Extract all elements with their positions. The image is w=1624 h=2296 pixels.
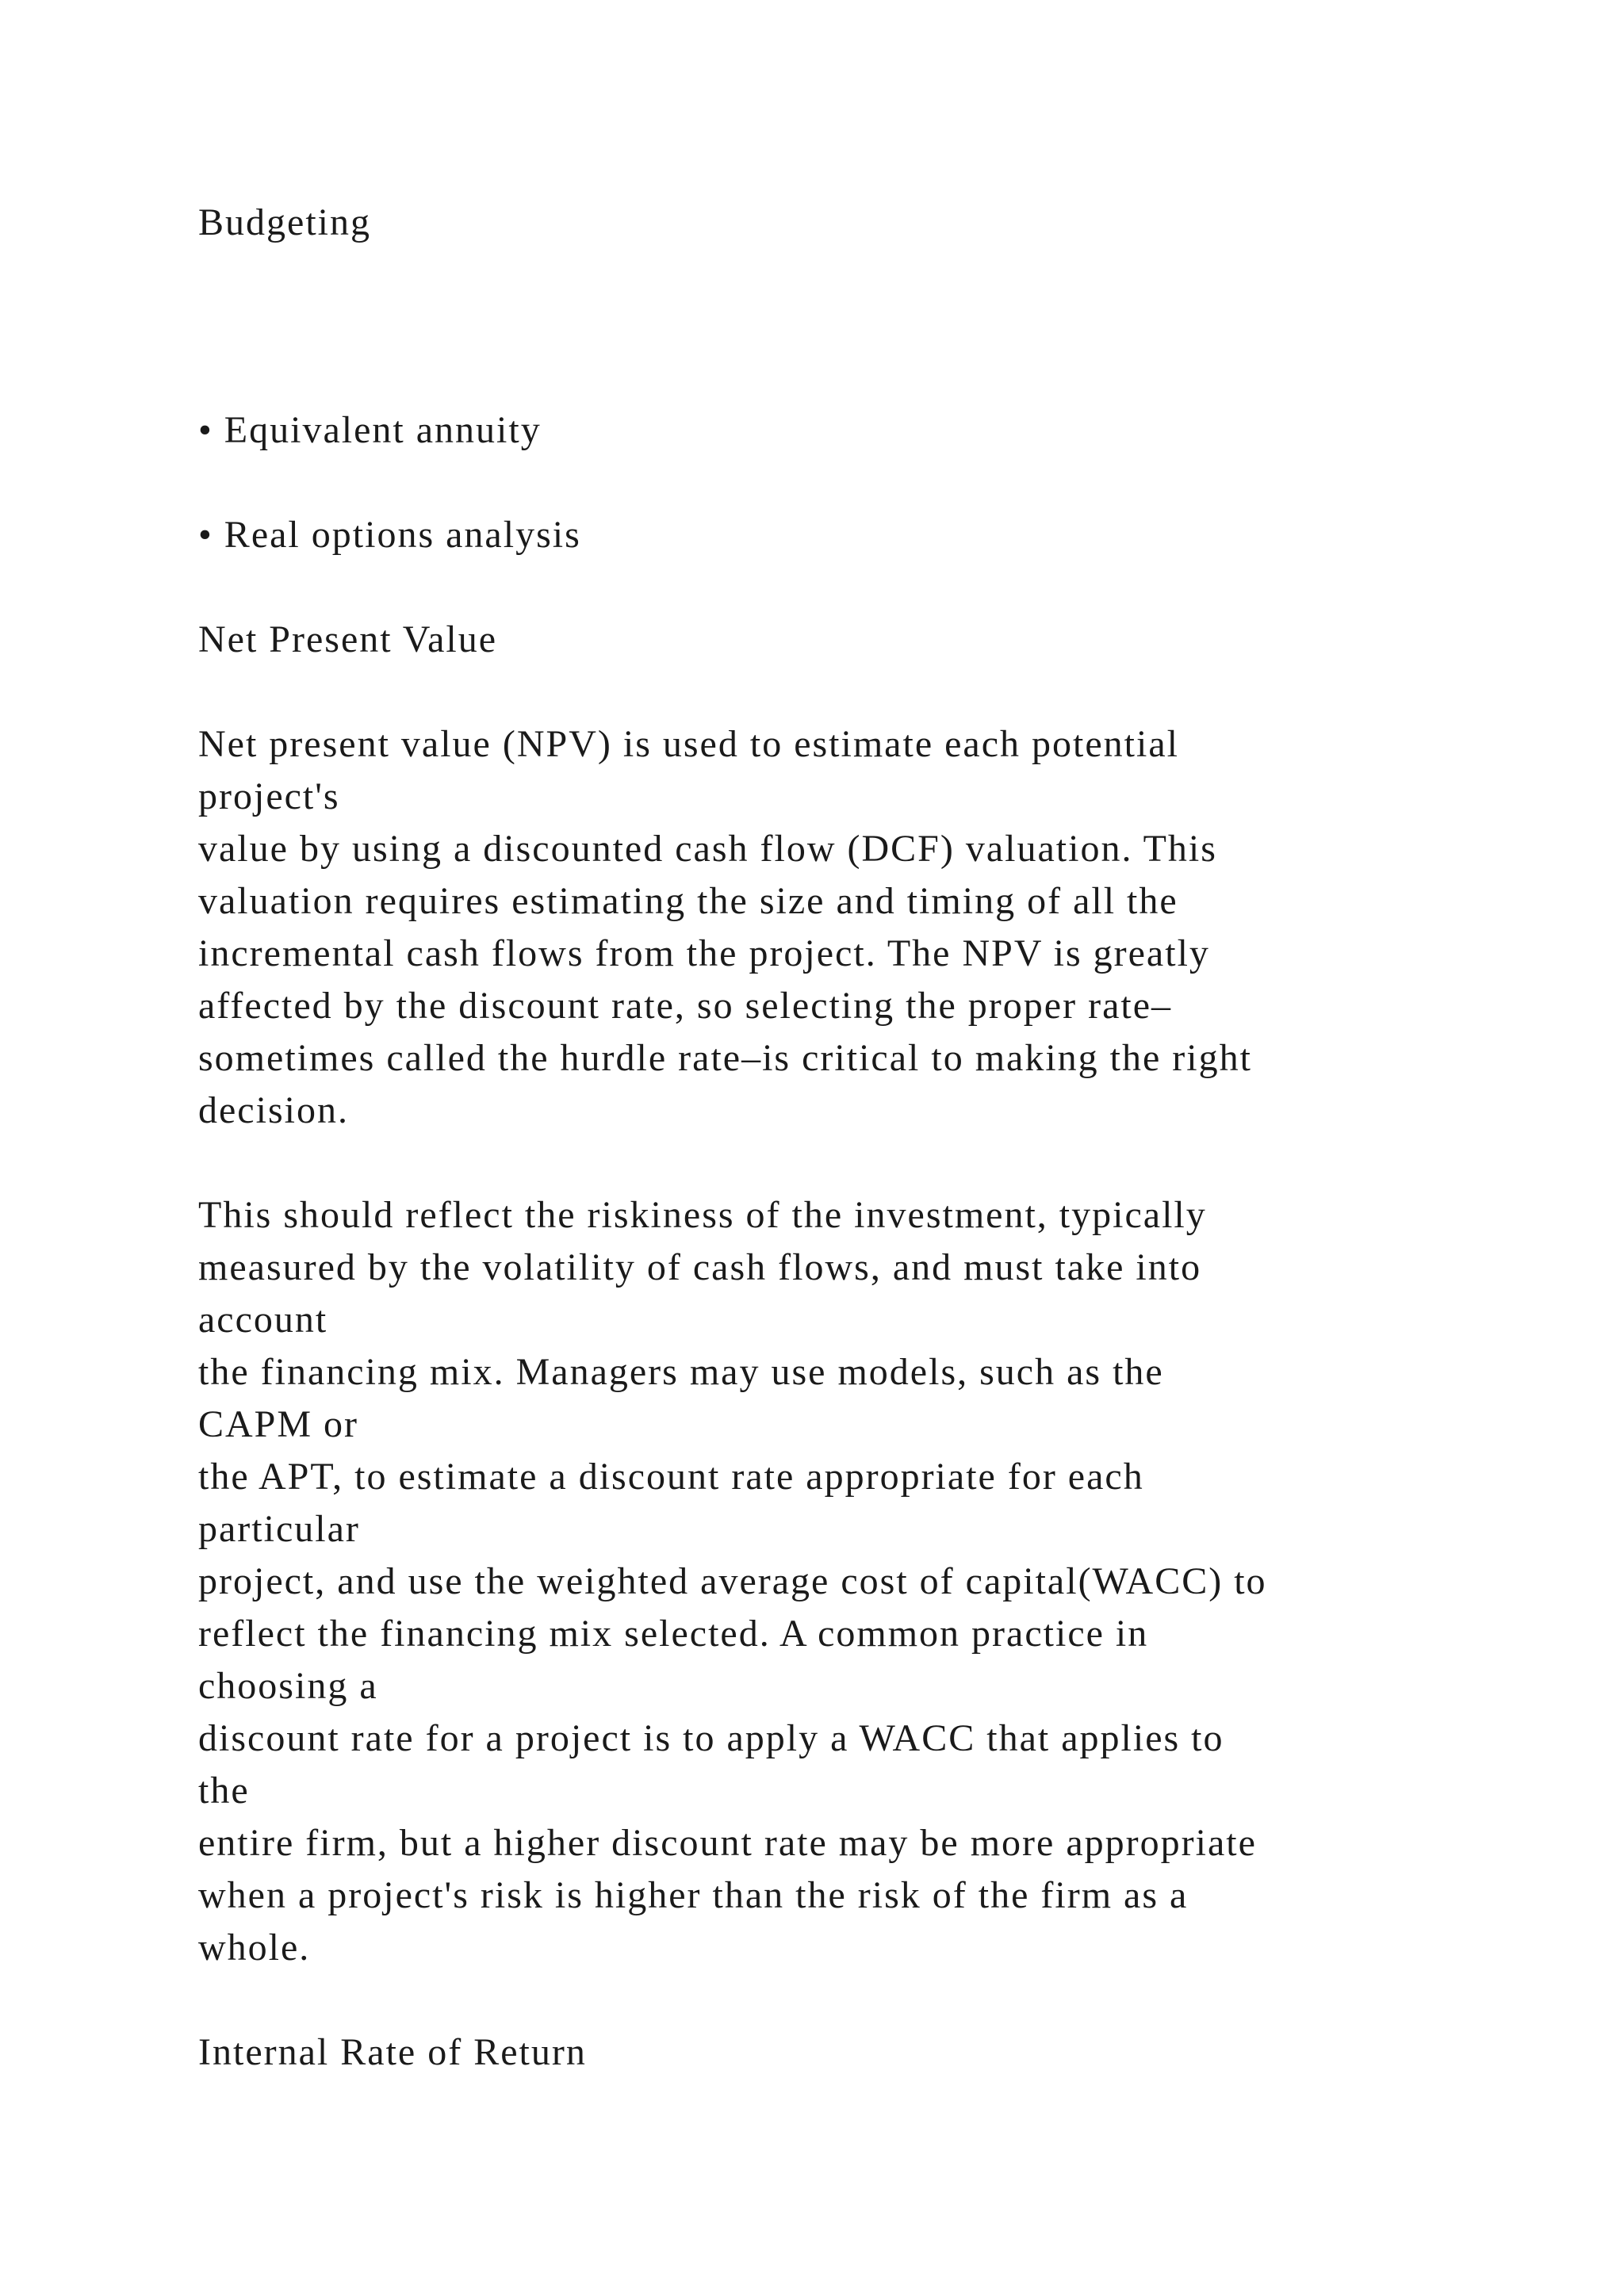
paragraph-line: the [198,1770,250,1812]
paragraph-line: the APT, to estimate a discount rate appropriate for each [198,1456,1144,1498]
paragraph-line: Net present value (NPV) is used to estimate each potential [198,723,1179,765]
paragraph-line: choosing a [198,1665,378,1707]
paragraph-line: reflect the financing mix selected. A common practice in [198,1613,1149,1655]
paragraph-line: decision. [198,1089,349,1131]
paragraph-line: This should reflect the riskiness of the investment, typically [198,1194,1207,1236]
paragraph-line: affected by the discount rate, so selecting the proper rate– [198,985,1173,1027]
paragraph-line: incremental cash flows from the project. The NPV is greatly [198,932,1210,974]
document-heading: Budgeting [198,201,371,243]
paragraph-line: whole. [198,1927,311,1969]
paragraph-line: valuation requires estimating the size and timing of all the [198,880,1178,922]
bullet-item: • Real options analysis [198,514,581,556]
paragraph-line: project's [198,775,340,817]
paragraph-line: account [198,1299,328,1341]
paragraph-line: when a project's risk is higher than the risk of the firm as a [198,1874,1189,1916]
paragraph-line: CAPM or [198,1403,359,1445]
paragraph-line: entire firm, but a higher discount rate may be more appropriate [198,1822,1257,1864]
paragraph-line: project, and use the weighted average cost of capital(WACC) to [198,1560,1267,1602]
section-title-npv: Net Present Value [198,618,498,660]
bullet-item: • Equivalent annuity [198,409,542,451]
paragraph-line: measured by the volatility of cash flows, and must take into [198,1246,1202,1288]
paragraph-line: discount rate for a project is to apply a WACC that applies to [198,1717,1224,1759]
paragraph-line: particular [198,1508,360,1550]
paragraph-line: value by using a discounted cash flow (DCF) valuation. This [198,828,1217,870]
paragraph-line: the financing mix. Managers may use models, such as the [198,1351,1164,1393]
section-title-irr: Internal Rate of Return [198,2031,587,2073]
paragraph-line: sometimes called the hurdle rate–is critical to making the right [198,1037,1252,1079]
